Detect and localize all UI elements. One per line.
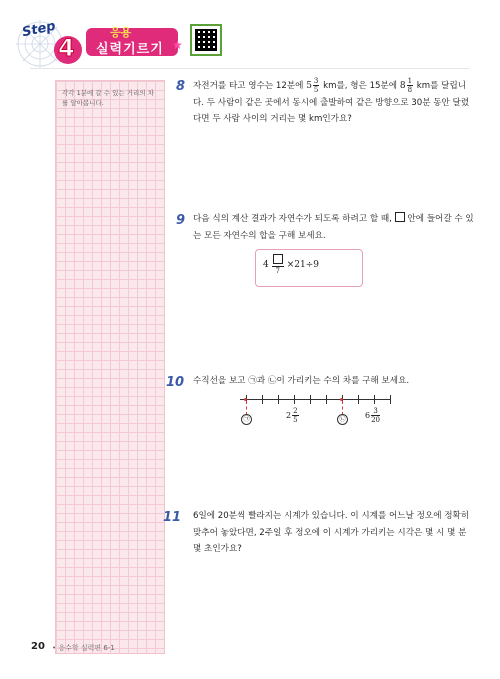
denominator: 20: [371, 416, 381, 424]
tick: [358, 395, 359, 404]
tick: [310, 395, 311, 404]
label-whole: 2: [286, 411, 292, 420]
problem-9-line1a: 다음 식의 계산 결과가 자연수가 되도록 하려고 할 때,: [193, 214, 392, 224]
fraction: [313, 77, 319, 94]
problem-10-number: 10: [166, 375, 185, 390]
problem-8-line3: 다면 두 사람 사이의 거리는 몇 km인가요?: [193, 114, 352, 124]
problem-8-line1a: 자전거를 타고 영수는 12분에: [193, 81, 304, 91]
tick: [262, 395, 263, 404]
problem-9-number: 9: [176, 213, 186, 228]
memo-grid-panel: [55, 80, 165, 654]
number-line-label-1: [286, 407, 300, 424]
dashed-pointer: [342, 401, 343, 415]
step-number: 4: [58, 34, 75, 62]
fraction-whole: 5: [306, 81, 312, 91]
problem-11-line3: 몇 초인가요?: [193, 544, 242, 554]
problem-11-line1: 6일에 20분씩 빨라지는 시계가 있습니다. 이 시계를 어느날 정오에 정확히: [193, 511, 470, 521]
expression-denominator: 7: [275, 267, 280, 275]
fraction: [407, 77, 413, 94]
label-fraction: [371, 407, 380, 424]
expression-fraction: [272, 254, 284, 275]
expression-rest: ×21÷9: [286, 259, 319, 270]
problem-8-text: [193, 77, 473, 128]
tick: [390, 395, 391, 404]
problem-9-line2: 는 모든 자연수의 합을 구해 보세요.: [193, 230, 326, 241]
numerator: 3: [313, 77, 319, 85]
expression-whole: 4: [263, 259, 269, 270]
tick: [278, 395, 279, 404]
denominator: 5: [293, 416, 298, 424]
problem-9-text: [193, 211, 473, 244]
problem-8-line2: 다. 두 사람이 같은 곳에서 동시에 출발하여 같은 방향으로 30분 동안 달렸: [193, 97, 470, 108]
book-title: • 응수학 실력편 6-1: [52, 644, 115, 652]
label-whole: 6: [365, 411, 371, 420]
blank-box-icon: [395, 212, 405, 222]
problem-9-line1b: 안에 들어갈 수 있: [407, 214, 474, 224]
fraction-whole: 8: [399, 81, 406, 91]
numerator: 2: [293, 407, 298, 415]
problem-11-line2: 맞추어 놓았다면, 2주일 후 정오에 이 시계가 가리키는 시각은 몇 시 몇 분: [193, 527, 467, 538]
mark-a: ㉠: [241, 414, 252, 425]
number-line-label-2: [365, 407, 381, 424]
problem-10-text: 수직선을 보고 ㉠과 ㉡이 가리키는 수의 차를 구해 보세요.: [193, 376, 410, 386]
section-title-bottom: 실력기르기: [96, 42, 164, 57]
star-icon: ★: [172, 38, 183, 52]
qr-code-icon[interactable]: [190, 24, 222, 56]
header-divider: [30, 68, 470, 69]
expression: [263, 254, 319, 275]
denominator: 8: [407, 86, 413, 94]
tick: [294, 395, 295, 404]
number-line: [240, 399, 390, 424]
numerator: 1: [407, 77, 413, 85]
expression-blank: [272, 254, 284, 267]
problem-8-number: 8: [176, 79, 186, 94]
denominator: 5: [313, 86, 319, 94]
memo-hint: 각각 1분에 갈 수 있는 거리의 차를 알아봅니다.: [62, 89, 154, 107]
problem-11-number: 11: [163, 510, 182, 525]
step-label: Step: [20, 18, 57, 41]
label-fraction: [292, 407, 298, 424]
problem-8-line1c: km를 달립니: [416, 81, 467, 91]
tick: [326, 395, 327, 404]
tick: [374, 395, 375, 404]
page-number: 20: [31, 641, 45, 652]
section-title-top: 응용: [110, 26, 132, 39]
problem-8-line1b: km를, 형은 15분에: [323, 81, 398, 91]
problem-11-text: [193, 508, 478, 558]
dashed-pointer: [246, 401, 247, 415]
numerator: 3: [371, 407, 380, 416]
mark-b: ㉡: [337, 414, 348, 425]
